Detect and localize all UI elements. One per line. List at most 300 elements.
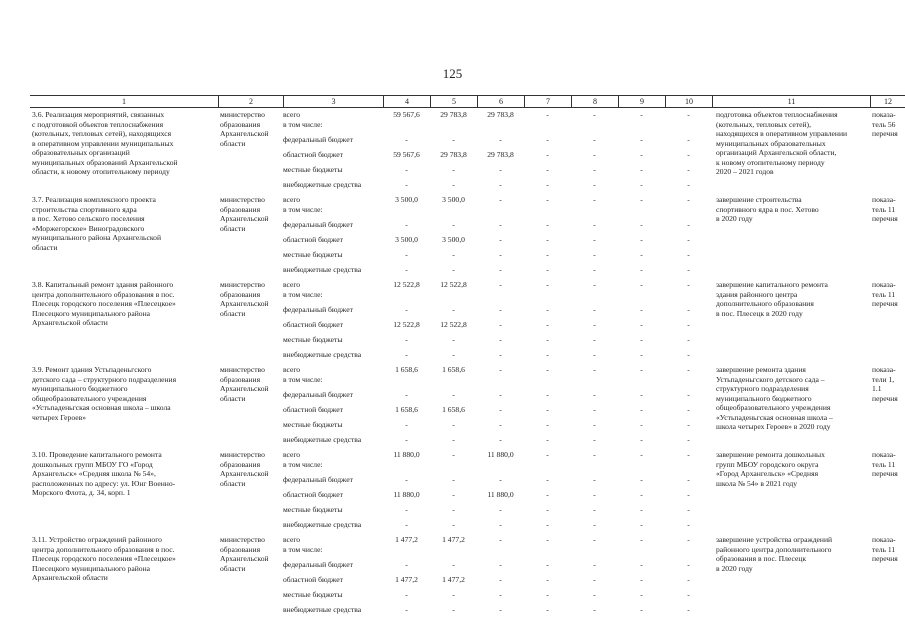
funding-amount-c4: - — [405, 390, 408, 399]
funding-amount-c7: - — [546, 320, 549, 329]
funding-amount-c8: - — [593, 475, 596, 484]
funding-source: в том числе: — [283, 545, 323, 554]
funding-row — [30, 180, 905, 190]
funding-row — [30, 280, 905, 290]
funding-amount-c9: - — [640, 165, 643, 174]
funding-source: федеральный бюджет — [283, 220, 353, 229]
funding-amount-c8: - — [593, 350, 596, 359]
funding-amount-c7: - — [546, 365, 549, 374]
funding-amount-c6: - — [499, 220, 502, 229]
funding-source: местные бюджеты — [283, 505, 343, 514]
funding-row — [30, 320, 905, 330]
funding-amount-c10: - — [687, 305, 690, 314]
funding-source: местные бюджеты — [283, 590, 343, 599]
funding-amount-c6: - — [499, 590, 502, 599]
activity-name: 3.10. Проведение капитального ремонта дошкольных групп МБОУ ГО «Город Архангельск» «Средняя школа № 54», расположенных по адресу: ул. Юнг Военно- Морского Флота, д. 34, корп. 1 — [32, 450, 176, 497]
funding-amount-c7: - — [546, 135, 549, 144]
funding-amount-c4: 11 880,0 — [393, 450, 420, 459]
funding-amount-c10: - — [687, 180, 690, 189]
funding-source: областной бюджет — [283, 405, 343, 414]
funding-row — [30, 110, 905, 120]
funding-amount-c5: - — [452, 435, 455, 444]
funding-amount-c6: - — [499, 390, 502, 399]
funding-amount-c6: 11 880,0 — [487, 490, 514, 499]
funding-amount-c6: - — [499, 420, 502, 429]
funding-amount-c9: - — [640, 180, 643, 189]
funding-amount-c9: - — [640, 505, 643, 514]
funding-amount-c5: - — [452, 180, 455, 189]
funding-amount-c6: 29 783,8 — [487, 110, 514, 119]
funding-amount-c4: - — [405, 505, 408, 514]
funding-amount-c10: - — [687, 420, 690, 429]
funding-amount-c9: - — [640, 420, 643, 429]
funding-amount-c7: - — [546, 165, 549, 174]
funding-source: областной бюджет — [283, 575, 343, 584]
funding-row — [30, 505, 905, 515]
funding-amount-c8: - — [593, 535, 596, 544]
funding-amount-c7: - — [546, 350, 549, 359]
funding-amount-c9: - — [640, 150, 643, 159]
funding-source: областной бюджет — [283, 320, 343, 329]
funding-amount-c5: - — [452, 265, 455, 274]
funding-amount-c7: - — [546, 535, 549, 544]
expected-result: завершение ремонта дошкольных групп МБОУ городского округа «Город Архангельск» «Средняя школа № 54» в 2021 году — [716, 450, 825, 488]
funding-amount-c7: - — [546, 420, 549, 429]
funding-source: внебюджетные средства — [283, 350, 362, 359]
funding-amount-c5: 12 522,8 — [440, 280, 467, 289]
activity-block — [30, 535, 905, 619]
activity-name: 3.6. Реализация мероприятий, связанных с подготовкой объектов теплоснабжения (котельных, тепловых сетей), находящихся в оперативном управлении муниципальных образовательных организаций муниципальных образований Архангельской области, к новому отопительному периоду — [32, 110, 178, 176]
activity-name: 3.8. Капитальный ремонт здания районного центра дополнительного образования в пос. Плесецк городского поселения «Плесецкое» Плесецкого муниципального района Архангельской области — [32, 280, 176, 327]
funding-row — [30, 135, 905, 145]
funding-row — [30, 420, 905, 430]
funding-row — [30, 335, 905, 345]
funding-source: в том числе: — [283, 375, 323, 384]
funding-amount-c9: - — [640, 320, 643, 329]
funding-row — [30, 375, 905, 385]
funding-amount-c4: - — [405, 520, 408, 529]
funding-amount-c6: - — [499, 575, 502, 584]
funding-amount-c9: - — [640, 350, 643, 359]
funding-source: всего — [283, 450, 301, 459]
funding-row — [30, 305, 905, 315]
funding-amount-c4: - — [405, 475, 408, 484]
funding-amount-c10: - — [687, 390, 690, 399]
funding-source: в том числе: — [283, 205, 323, 214]
funding-row — [30, 220, 905, 230]
funding-amount-c4: 3 500,0 — [395, 235, 418, 244]
indicator-reference: показа- тель 11 перечня — [872, 535, 898, 563]
funding-amount-c4: - — [405, 435, 408, 444]
funding-amount-c8: - — [593, 265, 596, 274]
funding-amount-c5: - — [452, 335, 455, 344]
funding-source: областной бюджет — [283, 490, 343, 499]
column-header: 12 — [870, 96, 905, 107]
funding-amount-c10: - — [687, 220, 690, 229]
expected-result: завершение устройства ограждений районного центра дополнительного образования в пос. Плесецк в 2020 году — [716, 535, 833, 573]
funding-source: федеральный бюджет — [283, 390, 353, 399]
funding-amount-c10: - — [687, 320, 690, 329]
expected-result: завершение капитального ремонта здания районного центра дополнительного образования в пос. Плесецк в 2020 году — [716, 280, 828, 318]
activity-name: 3.9. Ремонт здания Устьпаденьгского детского сада – структурного подразделения муниципального бюджетного общеобразовательного учреждения «Устьпаденьгская основная школа – школа четырех Героев» — [32, 365, 177, 422]
funding-amount-c10: - — [687, 235, 690, 244]
funding-amount-c9: - — [640, 405, 643, 414]
funding-amount-c9: - — [640, 365, 643, 374]
funding-amount-c9: - — [640, 535, 643, 544]
funding-amount-c7: - — [546, 435, 549, 444]
funding-amount-c10: - — [687, 250, 690, 259]
funding-amount-c4: 1 658,6 — [395, 365, 418, 374]
funding-amount-c4: - — [405, 560, 408, 569]
column-header: 5 — [430, 96, 477, 107]
funding-amount-c6: - — [499, 280, 502, 289]
funding-amount-c10: - — [687, 490, 690, 499]
funding-amount-c6: - — [499, 365, 502, 374]
funding-amount-c5: 29 783,8 — [440, 110, 467, 119]
funding-amount-c5: 1 477,2 — [442, 535, 465, 544]
funding-amount-c4: - — [405, 180, 408, 189]
funding-amount-c4: 12 522,8 — [393, 280, 420, 289]
funding-source: федеральный бюджет — [283, 560, 353, 569]
column-header: 7 — [524, 96, 571, 107]
funding-amount-c10: - — [687, 405, 690, 414]
funding-amount-c6: - — [499, 475, 502, 484]
funding-amount-c5: 3 500,0 — [442, 235, 465, 244]
funding-amount-c8: - — [593, 235, 596, 244]
funding-amount-c8: - — [593, 605, 596, 614]
funding-source: в том числе: — [283, 120, 323, 129]
funding-amount-c6: - — [499, 435, 502, 444]
funding-amount-c8: - — [593, 305, 596, 314]
funding-amount-c6: - — [499, 520, 502, 529]
funding-amount-c8: - — [593, 335, 596, 344]
funding-amount-c5: 1 658,6 — [442, 405, 465, 414]
funding-source: местные бюджеты — [283, 250, 343, 259]
funding-amount-c4: 11 880,0 — [393, 490, 420, 499]
funding-row — [30, 590, 905, 600]
funding-row — [30, 575, 905, 585]
funding-amount-c4: - — [405, 305, 408, 314]
funding-amount-c6: - — [499, 560, 502, 569]
activity-executor: министерство образования Архангельской области — [220, 195, 269, 233]
funding-amount-c7: - — [546, 110, 549, 119]
funding-amount-c5: - — [452, 520, 455, 529]
funding-row — [30, 560, 905, 570]
funding-row — [30, 605, 905, 615]
funding-amount-c7: - — [546, 560, 549, 569]
funding-amount-c4: - — [405, 165, 408, 174]
funding-amount-c8: - — [593, 320, 596, 329]
funding-row — [30, 195, 905, 205]
funding-amount-c8: - — [593, 110, 596, 119]
expected-result: завершение строительства спортивного ядра в пос. Хетово в 2020 году — [716, 195, 819, 223]
funding-source: внебюджетные средства — [283, 435, 362, 444]
funding-amount-c5: - — [452, 490, 455, 499]
funding-amount-c4: - — [405, 220, 408, 229]
column-header: 10 — [665, 96, 712, 107]
funding-amount-c10: - — [687, 590, 690, 599]
funding-amount-c10: - — [687, 505, 690, 514]
funding-amount-c4: 12 522,8 — [393, 320, 420, 329]
funding-amount-c8: - — [593, 505, 596, 514]
funding-amount-c8: - — [593, 280, 596, 289]
funding-amount-c8: - — [593, 165, 596, 174]
column-header-row — [30, 95, 905, 108]
funding-amount-c9: - — [640, 435, 643, 444]
funding-amount-c6: - — [499, 335, 502, 344]
funding-source: местные бюджеты — [283, 335, 343, 344]
activity-block — [30, 365, 905, 449]
funding-amount-c10: - — [687, 150, 690, 159]
funding-amount-c10: - — [687, 335, 690, 344]
activity-block — [30, 110, 905, 194]
funding-amount-c10: - — [687, 135, 690, 144]
funding-source: всего — [283, 280, 301, 289]
indicator-reference: показа- тель 11 перечня — [872, 450, 898, 478]
activity-executor: министерство образования Архангельской области — [220, 110, 269, 148]
funding-amount-c4: 59 567,6 — [393, 150, 420, 159]
funding-amount-c5: 29 783,8 — [440, 150, 467, 159]
funding-amount-c10: - — [687, 110, 690, 119]
funding-amount-c5: - — [452, 420, 455, 429]
funding-amount-c5: - — [452, 505, 455, 514]
funding-row — [30, 545, 905, 555]
funding-amount-c9: - — [640, 110, 643, 119]
funding-amount-c5: - — [452, 590, 455, 599]
funding-row — [30, 390, 905, 400]
funding-amount-c6: 29 783,8 — [487, 150, 514, 159]
funding-amount-c6: - — [499, 605, 502, 614]
column-header: 2 — [218, 96, 283, 107]
funding-amount-c6: - — [499, 235, 502, 244]
funding-amount-c8: - — [593, 250, 596, 259]
funding-source: местные бюджеты — [283, 165, 343, 174]
funding-amount-c10: - — [687, 575, 690, 584]
funding-amount-c8: - — [593, 420, 596, 429]
funding-row — [30, 290, 905, 300]
activity-block — [30, 195, 905, 279]
funding-amount-c5: - — [452, 390, 455, 399]
funding-amount-c10: - — [687, 475, 690, 484]
column-header: 3 — [283, 96, 383, 107]
column-header: 11 — [712, 96, 870, 107]
funding-amount-c7: - — [546, 250, 549, 259]
funding-amount-c7: - — [546, 450, 549, 459]
funding-amount-c7: - — [546, 390, 549, 399]
funding-amount-c10: - — [687, 365, 690, 374]
funding-amount-c9: - — [640, 490, 643, 499]
activity-name: 3.7. Реализация комплексного проекта строительства спортивного ядра в пос. Хетово сельского поселения «Моржегорское» Виноградовского муниципального района Архангельской области — [32, 195, 162, 252]
funding-amount-c10: - — [687, 520, 690, 529]
activity-executor: министерство образования Архангельской области — [220, 450, 269, 488]
funding-source: всего — [283, 535, 301, 544]
funding-amount-c5: - — [452, 165, 455, 174]
funding-row — [30, 205, 905, 215]
funding-amount-c6: - — [499, 505, 502, 514]
funding-source: внебюджетные средства — [283, 605, 362, 614]
funding-source: внебюджетные средства — [283, 265, 362, 274]
funding-source: областной бюджет — [283, 150, 343, 159]
column-header: 4 — [383, 96, 430, 107]
indicator-reference: показа- тели 1, 1.1 перечня — [872, 365, 898, 403]
funding-amount-c5: - — [452, 220, 455, 229]
funding-amount-c6: - — [499, 135, 502, 144]
funding-amount-c5: - — [452, 450, 455, 459]
funding-amount-c9: - — [640, 520, 643, 529]
funding-amount-c5: - — [452, 250, 455, 259]
funding-amount-c6: - — [499, 350, 502, 359]
funding-row — [30, 450, 905, 460]
activity-executor: министерство образования Архангельской области — [220, 365, 269, 403]
funding-row — [30, 350, 905, 360]
funding-amount-c4: 1 477,2 — [395, 575, 418, 584]
indicator-reference: показа- тель 11 перечня — [872, 280, 898, 308]
funding-amount-c6: - — [499, 265, 502, 274]
funding-amount-c5: - — [452, 135, 455, 144]
funding-amount-c7: - — [546, 235, 549, 244]
funding-row — [30, 265, 905, 275]
funding-amount-c10: - — [687, 165, 690, 174]
funding-amount-c5: 12 522,8 — [440, 320, 467, 329]
funding-row — [30, 150, 905, 160]
expected-result: завершение ремонта здания Устьпаденьгского детского сада – структурного подразделения муниципального бюджетного общеобразовательного учреждения «Устьпаденьгская основная школа – школа четырех Героев» в 2020 году — [716, 365, 833, 431]
funding-amount-c8: - — [593, 490, 596, 499]
funding-amount-c4: - — [405, 350, 408, 359]
funding-amount-c7: - — [546, 265, 549, 274]
indicator-reference: показа- тель 56 перечня — [872, 110, 898, 138]
funding-amount-c6: - — [499, 250, 502, 259]
column-header: 1 — [122, 97, 126, 106]
column-header: 9 — [618, 96, 665, 107]
funding-amount-c8: - — [593, 180, 596, 189]
funding-amount-c9: - — [640, 560, 643, 569]
funding-amount-c9: - — [640, 235, 643, 244]
funding-amount-c7: - — [546, 520, 549, 529]
funding-amount-c8: - — [593, 575, 596, 584]
funding-amount-c5: 3 500,0 — [442, 195, 465, 204]
funding-row — [30, 520, 905, 530]
funding-amount-c4: - — [405, 135, 408, 144]
funding-amount-c7: - — [546, 405, 549, 414]
funding-row — [30, 535, 905, 545]
funding-source: федеральный бюджет — [283, 135, 353, 144]
activity-executor: министерство образования Архангельской области — [220, 535, 269, 573]
funding-amount-c8: - — [593, 195, 596, 204]
funding-source: внебюджетные средства — [283, 180, 362, 189]
funding-row — [30, 250, 905, 260]
funding-row — [30, 475, 905, 485]
funding-amount-c6: - — [499, 320, 502, 329]
column-header: 8 — [571, 96, 618, 107]
activity-executor: министерство образования Архангельской области — [220, 280, 269, 318]
funding-amount-c4: - — [405, 590, 408, 599]
column-header: 6 — [477, 96, 524, 107]
funding-amount-c7: - — [546, 335, 549, 344]
funding-amount-c4: - — [405, 335, 408, 344]
funding-row — [30, 365, 905, 375]
funding-amount-c10: - — [687, 195, 690, 204]
funding-amount-c10: - — [687, 450, 690, 459]
funding-amount-c8: - — [593, 520, 596, 529]
funding-row — [30, 120, 905, 130]
funding-amount-c9: - — [640, 305, 643, 314]
funding-amount-c4: 59 567,6 — [393, 110, 420, 119]
funding-amount-c8: - — [593, 220, 596, 229]
funding-amount-c6: - — [499, 405, 502, 414]
funding-amount-c7: - — [546, 575, 549, 584]
funding-amount-c7: - — [546, 505, 549, 514]
funding-amount-c9: - — [640, 475, 643, 484]
funding-amount-c10: - — [687, 265, 690, 274]
funding-amount-c5: - — [452, 475, 455, 484]
funding-row — [30, 490, 905, 500]
funding-amount-c6: - — [499, 195, 502, 204]
funding-amount-c5: - — [452, 605, 455, 614]
funding-source: всего — [283, 195, 301, 204]
funding-source: в том числе: — [283, 460, 323, 469]
funding-amount-c8: - — [593, 560, 596, 569]
indicator-reference: показа- тель 11 перечня — [872, 195, 898, 223]
funding-amount-c7: - — [546, 150, 549, 159]
funding-row — [30, 435, 905, 445]
funding-amount-c7: - — [546, 180, 549, 189]
funding-amount-c4: 1 477,2 — [395, 535, 418, 544]
funding-amount-c9: - — [640, 335, 643, 344]
funding-amount-c4: - — [405, 265, 408, 274]
funding-amount-c6: - — [499, 165, 502, 174]
funding-amount-c9: - — [640, 575, 643, 584]
funding-amount-c10: - — [687, 605, 690, 614]
funding-amount-c9: - — [640, 390, 643, 399]
funding-amount-c4: 1 658,6 — [395, 405, 418, 414]
funding-amount-c10: - — [687, 535, 690, 544]
funding-source: федеральный бюджет — [283, 305, 353, 314]
funding-amount-c5: - — [452, 305, 455, 314]
funding-amount-c7: - — [546, 590, 549, 599]
funding-amount-c10: - — [687, 350, 690, 359]
funding-amount-c8: - — [593, 135, 596, 144]
funding-amount-c9: - — [640, 135, 643, 144]
activity-block — [30, 450, 905, 534]
funding-amount-c9: - — [640, 265, 643, 274]
page-number: 125 — [442, 66, 463, 81]
funding-amount-c9: - — [640, 605, 643, 614]
funding-amount-c9: - — [640, 450, 643, 459]
funding-amount-c6: - — [499, 305, 502, 314]
funding-amount-c8: - — [593, 590, 596, 599]
funding-amount-c4: 3 500,0 — [395, 195, 418, 204]
funding-row — [30, 165, 905, 175]
funding-source: в том числе: — [283, 290, 323, 299]
funding-amount-c7: - — [546, 220, 549, 229]
funding-amount-c7: - — [546, 475, 549, 484]
expected-result: подготовка объектов теплоснабжения (котельных, тепловых сетей), находящихся в оперативном управлении муниципальных образовательных организаций Архангельской области, к новому отопительному периоду 2020 – 2021 годов — [716, 110, 848, 176]
funding-source: местные бюджеты — [283, 420, 343, 429]
funding-amount-c7: - — [546, 195, 549, 204]
funding-amount-c8: - — [593, 450, 596, 459]
funding-row — [30, 460, 905, 470]
funding-amount-c9: - — [640, 280, 643, 289]
funding-amount-c4: - — [405, 605, 408, 614]
funding-amount-c8: - — [593, 405, 596, 414]
funding-amount-c7: - — [546, 280, 549, 289]
funding-amount-c9: - — [640, 220, 643, 229]
funding-amount-c8: - — [593, 390, 596, 399]
funding-source: федеральный бюджет — [283, 475, 353, 484]
funding-amount-c7: - — [546, 490, 549, 499]
funding-amount-c10: - — [687, 560, 690, 569]
funding-amount-c8: - — [593, 150, 596, 159]
